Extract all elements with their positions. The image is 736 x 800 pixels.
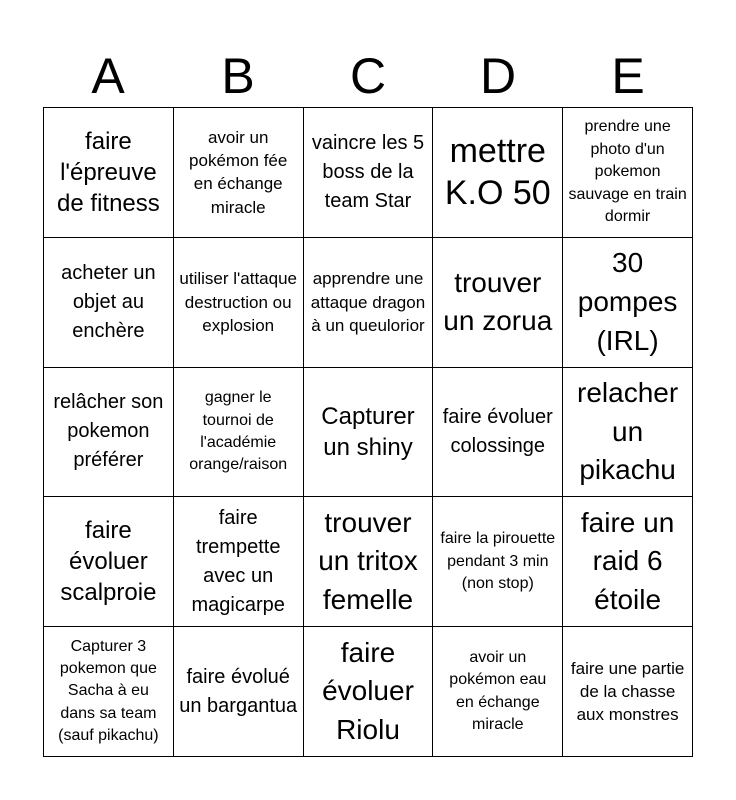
bingo-cell-text: faire l'épreuve de fitness — [57, 127, 160, 217]
column-header-c: C — [349, 48, 387, 104]
bingo-cell-a1[interactable] — [44, 108, 174, 238]
bingo-cell-c2[interactable] — [304, 238, 434, 368]
bingo-cell-text: faire évoluer Riolu — [322, 636, 414, 745]
bingo-cell-a4[interactable] — [44, 497, 174, 627]
bingo-cell-a5[interactable] — [44, 627, 174, 757]
bingo-cell-d3[interactable] — [433, 368, 563, 498]
bingo-board — [43, 107, 693, 757]
bingo-cell-text: relâcher son pokemon préférer — [53, 391, 164, 472]
bingo-cell-text: faire la pirouette pendant 3 min (non stop) — [440, 530, 556, 592]
bingo-cell-text: Capturer un shiny — [321, 402, 415, 461]
column-header-d: D — [479, 48, 517, 104]
bingo-cell-c1[interactable] — [304, 108, 434, 238]
bingo-cell-text: avoir un pokémon fée en échange miracle — [189, 127, 288, 217]
bingo-cell-text: utiliser l'attaque destruction ou explosion — [179, 269, 297, 335]
bingo-cell-e1[interactable] — [563, 108, 693, 238]
bingo-cell-text: relacher un pikachu — [577, 377, 679, 486]
bingo-cell-b5[interactable] — [174, 627, 304, 757]
column-header-e: E — [611, 48, 645, 104]
bingo-cell-e3[interactable] — [563, 368, 693, 498]
bingo-cell-text: apprendre une attaque dragon à un queulorior — [310, 269, 426, 335]
bingo-cell-text: faire évoluer colossinge — [442, 405, 553, 457]
bingo-cell-text: vaincre les 5 boss de la team Star — [311, 131, 425, 212]
bingo-cell-text: acheter un objet au enchère — [61, 261, 156, 342]
bingo-cell-text: trouver un tritox femelle — [318, 506, 418, 616]
bingo-cell-c4[interactable] — [304, 497, 434, 627]
bingo-cell-text: faire un raid 6 étoile — [580, 506, 675, 616]
bingo-cell-b2[interactable] — [174, 238, 304, 368]
bingo-cell-text: trouver un zorua — [443, 266, 553, 337]
bingo-cell-text: faire trempette avec un magicarpe — [191, 506, 285, 616]
bingo-cell-text: faire évolué un bargantua — [179, 665, 298, 717]
bingo-cell-c3[interactable] — [304, 368, 434, 498]
bingo-cell-b1[interactable] — [174, 108, 304, 238]
column-headers — [43, 44, 693, 108]
bingo-cell-d1[interactable] — [433, 108, 563, 238]
bingo-cell-text: Capturer 3 pokemon que Sacha à eu dans sa team (sauf pikachu) — [58, 637, 159, 745]
bingo-cell-text: faire une partie de la chasse aux monstres — [570, 658, 685, 725]
bingo-cell-d4[interactable] — [433, 497, 563, 627]
bingo-cell-text: prendre une photo d'un pokemon sauvage en train dormir — [568, 118, 687, 225]
bingo-cell-c5[interactable] — [304, 627, 434, 757]
bingo-cell-e5[interactable] — [563, 627, 693, 757]
bingo-cell-a3[interactable] — [44, 368, 174, 498]
bingo-cell-b4[interactable] — [174, 497, 304, 627]
bingo-cell-a2[interactable] — [44, 238, 174, 368]
column-header-b: B — [221, 48, 255, 104]
bingo-cell-e2[interactable] — [563, 238, 693, 368]
bingo-cell-text: faire évoluer scalproie — [60, 517, 157, 607]
bingo-cell-text: avoir un pokémon eau en échange miracle — [449, 648, 547, 733]
bingo-cell-text: 30 pompes (IRL) — [577, 247, 678, 356]
bingo-cell-d5[interactable] — [433, 627, 563, 757]
bingo-cell-b3[interactable] — [174, 368, 304, 498]
bingo-cell-text: gagner le tournoi de l'académie orange/raison — [189, 389, 288, 474]
bingo-cell-text: mettre K.O 50 — [444, 132, 551, 213]
bingo-cell-e4[interactable] — [563, 497, 693, 627]
column-header-a: A — [91, 48, 125, 104]
bingo-cell-d2[interactable] — [433, 238, 563, 368]
